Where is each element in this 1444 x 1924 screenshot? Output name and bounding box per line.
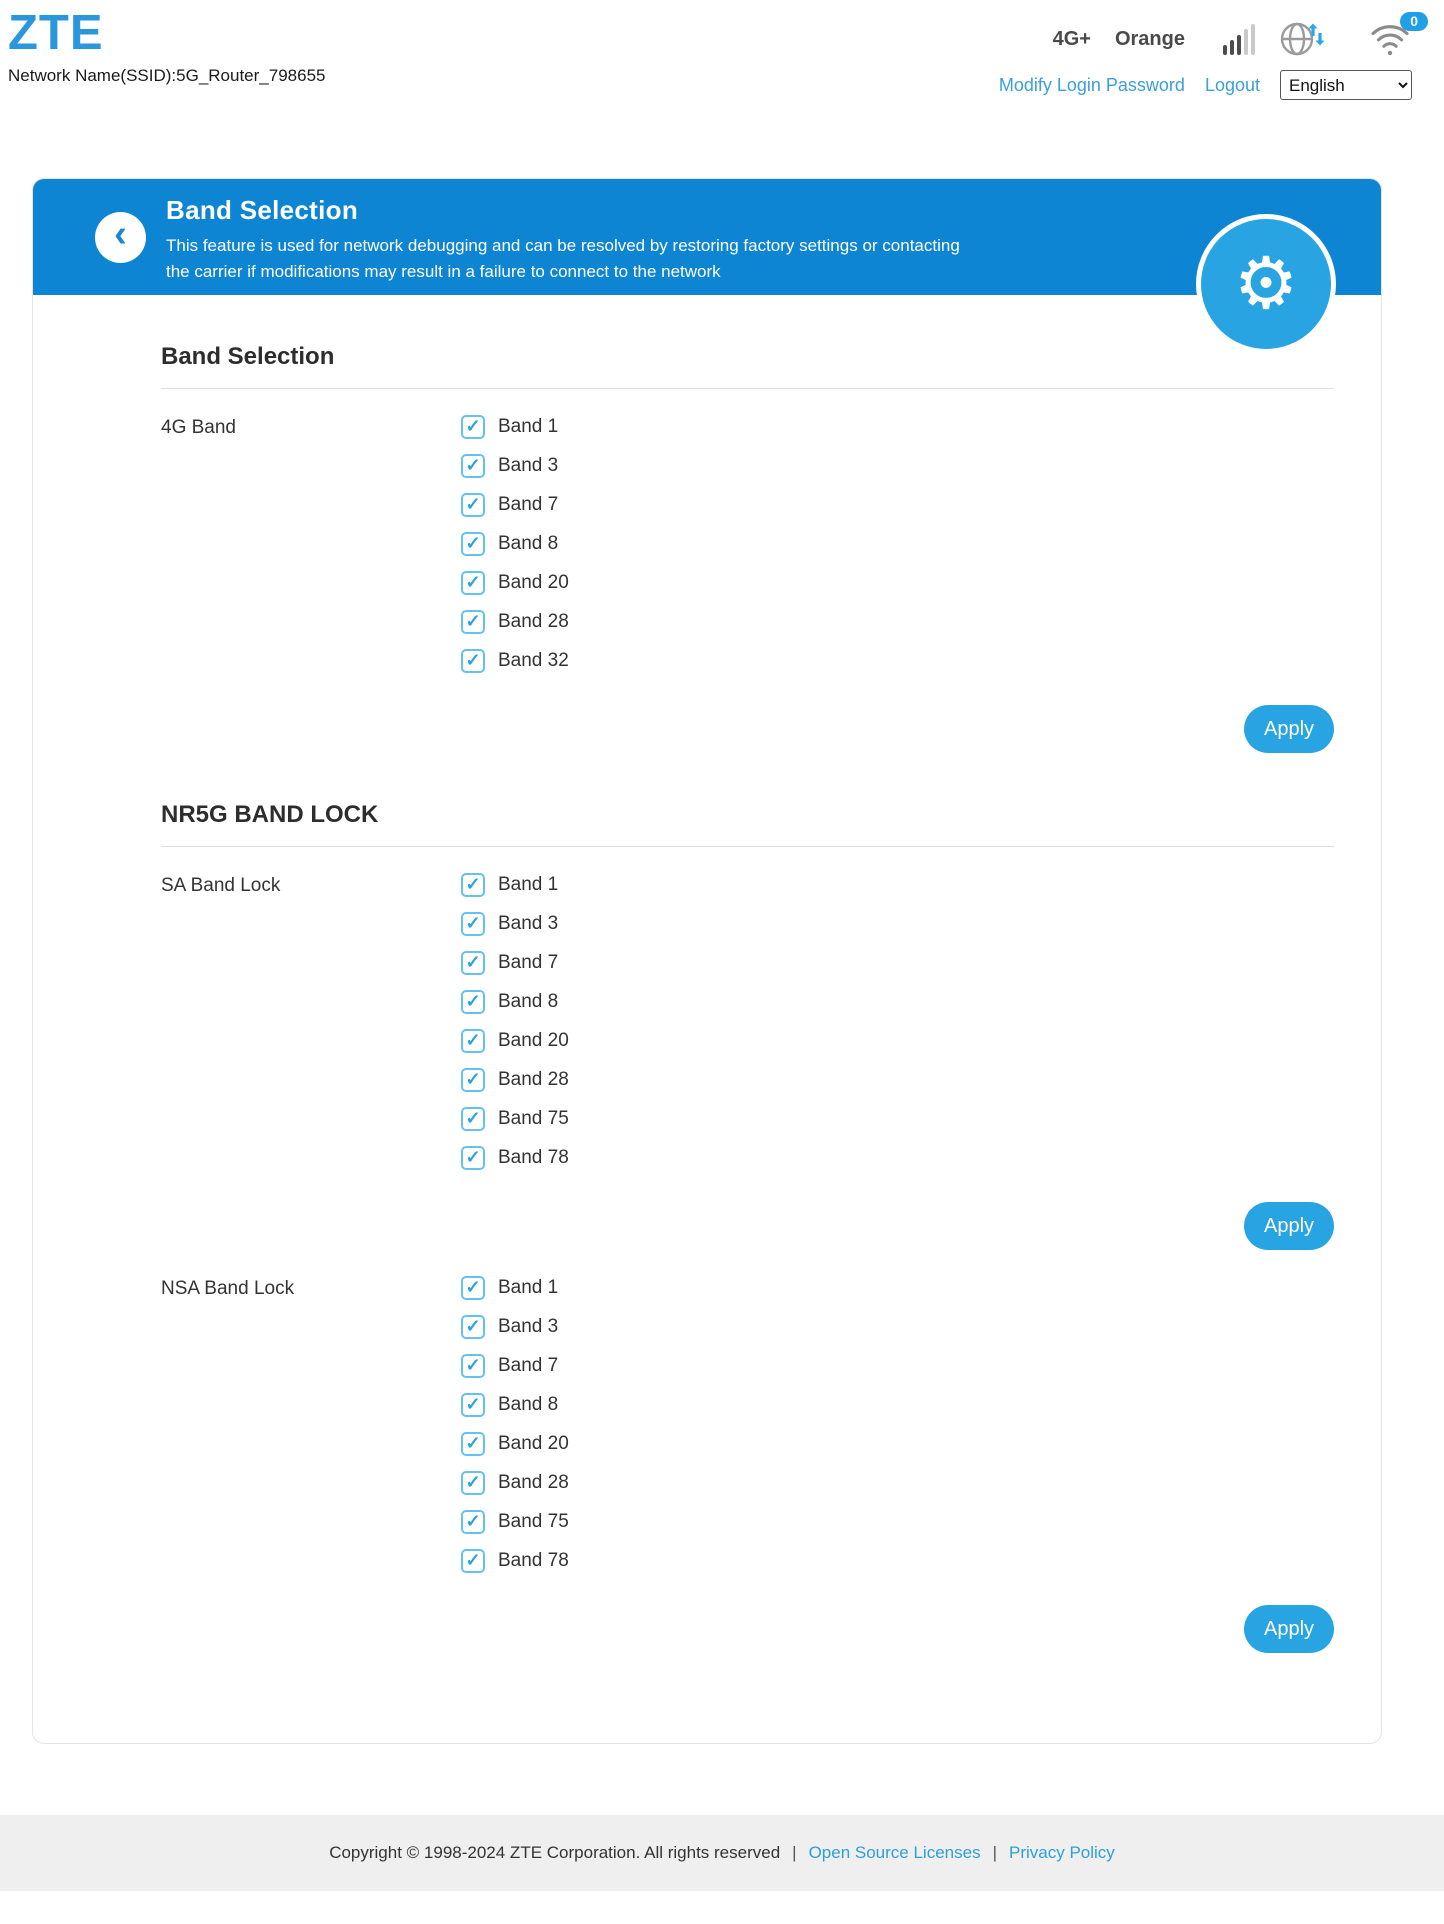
back-button[interactable] (95, 212, 146, 263)
checkbox-checked-icon[interactable]: ✓ (461, 873, 485, 897)
band-checkbox-row[interactable] (461, 951, 569, 975)
back-chevron-icon: ‹ (114, 212, 127, 255)
footer-separator: | (792, 1843, 797, 1862)
band-checkbox-row[interactable] (461, 1276, 569, 1300)
copyright-text: Copyright © 1998-2024 ZTE Corporation. All rights reserved (329, 1843, 781, 1862)
band-checkbox-row[interactable] (461, 532, 569, 556)
band-checkbox-row[interactable] (461, 1029, 569, 1053)
band-checkbox-row[interactable] (461, 873, 569, 897)
checkbox-checked-icon[interactable]: ✓ (461, 1315, 485, 1339)
band-checkbox-row[interactable] (461, 1354, 569, 1378)
nr5g-section-title: NR5G BAND LOCK (161, 801, 379, 828)
band-label: Band 3 (498, 913, 559, 934)
checkbox-checked-icon[interactable]: ✓ (461, 571, 485, 595)
band-label: Band 7 (498, 952, 559, 973)
band-label: Band 3 (498, 1316, 559, 1337)
wifi-status-icon (1368, 13, 1418, 58)
checkbox-checked-icon[interactable]: ✓ (461, 990, 485, 1014)
band-checkbox-row[interactable] (461, 1471, 569, 1495)
wifi-client-count-badge: 0 (1400, 12, 1428, 31)
band-checkbox-row[interactable] (461, 912, 569, 936)
band-label: Band 32 (498, 650, 569, 671)
apply-nsa-band-button[interactable]: Apply (1244, 1605, 1334, 1653)
band-checkbox-row[interactable] (461, 990, 569, 1014)
band-checkbox-row[interactable] (461, 1549, 569, 1573)
page-title: Band Selection (166, 195, 359, 225)
band-label: Band 8 (498, 533, 559, 554)
band-label: Band 7 (498, 1355, 559, 1376)
settings-gear-button[interactable] (1196, 214, 1336, 354)
band-checkbox-row[interactable] (461, 1107, 569, 1131)
logout-link[interactable]: Logout (1204, 74, 1260, 95)
band-selection-section-title: Band Selection (161, 343, 335, 370)
band-label: Band 8 (498, 1394, 559, 1415)
checkbox-checked-icon[interactable]: ✓ (461, 1510, 485, 1534)
band-label: Band 7 (498, 494, 559, 515)
band-label: Band 3 (498, 455, 559, 476)
section-divider (161, 388, 1334, 389)
checkbox-checked-icon[interactable]: ✓ (461, 1393, 485, 1417)
section-divider (161, 846, 1334, 847)
band-checkbox-row[interactable] (461, 610, 569, 634)
band-checkbox-row[interactable] (461, 415, 569, 439)
band-checkbox-row[interactable] (461, 1315, 569, 1339)
language-select[interactable] (1280, 70, 1412, 100)
band-checkbox-row[interactable] (461, 571, 569, 595)
checkbox-checked-icon[interactable]: ✓ (461, 610, 485, 634)
checkbox-checked-icon[interactable]: ✓ (461, 1146, 485, 1170)
band-checkbox-row[interactable] (461, 1393, 569, 1417)
band-checkbox-row[interactable] (461, 649, 569, 673)
banner-description: This feature is used for network debugging and can be resolved by restoring factory settings or contacting the carrier if modifications may result in a failure to connect to the network (166, 236, 960, 281)
carrier-label: Orange (1114, 27, 1185, 50)
checkbox-checked-icon[interactable]: ✓ (461, 1549, 485, 1573)
band-checkbox-row[interactable] (461, 1432, 569, 1456)
data-traffic-globe-icon (1279, 18, 1326, 60)
ssid-label: Network Name(SSID):5G_Router_798655 (8, 66, 326, 85)
band-label: Band 8 (498, 991, 559, 1012)
signal-strength-icon (1223, 23, 1255, 55)
gear-icon: ⚙ (1233, 244, 1299, 324)
checkbox-checked-icon[interactable]: ✓ (461, 415, 485, 439)
modify-password-link[interactable]: Modify Login Password (998, 74, 1185, 95)
band-label: Band 20 (498, 572, 569, 593)
apply-sa-band-button[interactable]: Apply (1244, 1202, 1334, 1250)
privacy-policy-link[interactable]: Privacy Policy (1009, 1843, 1115, 1862)
checkbox-checked-icon[interactable]: ✓ (461, 649, 485, 673)
checkbox-checked-icon[interactable]: ✓ (461, 1029, 485, 1053)
band-selection-card (32, 178, 1382, 1744)
band-label: Band 75 (498, 1108, 569, 1129)
zte-logo: ZTE (8, 6, 104, 60)
band-label: Band 78 (498, 1147, 569, 1168)
page-footer (0, 1815, 1444, 1891)
band-checkbox-row[interactable] (461, 493, 569, 517)
checkbox-checked-icon[interactable]: ✓ (461, 493, 485, 517)
checkbox-checked-icon[interactable]: ✓ (461, 1276, 485, 1300)
band-label: Band 20 (498, 1433, 569, 1454)
band-checkbox-row[interactable] (461, 1146, 569, 1170)
apply-4g-band-button[interactable]: Apply (1244, 705, 1334, 753)
band-label: Band 28 (498, 1472, 569, 1493)
checkbox-checked-icon[interactable]: ✓ (461, 532, 485, 556)
network-type-label: 4G+ (1052, 27, 1091, 50)
4g-band-label: 4G Band (161, 417, 236, 438)
4g-band-checkbox-list (461, 415, 569, 673)
checkbox-checked-icon[interactable]: ✓ (461, 912, 485, 936)
checkbox-checked-icon[interactable]: ✓ (461, 1432, 485, 1456)
band-label: Band 28 (498, 611, 569, 632)
footer-separator: | (992, 1843, 997, 1862)
status-row (1052, 13, 1418, 60)
band-label: Band 1 (498, 1277, 559, 1298)
band-label: Band 75 (498, 1511, 569, 1532)
sa-band-checkbox-list (461, 873, 569, 1170)
checkbox-checked-icon[interactable]: ✓ (461, 1107, 485, 1131)
band-checkbox-row[interactable] (461, 1510, 569, 1534)
bottom-spacer (0, 1891, 1444, 1907)
checkbox-checked-icon[interactable]: ✓ (461, 951, 485, 975)
nsa-band-checkbox-list (461, 1276, 569, 1573)
open-source-licenses-link[interactable]: Open Source Licenses (808, 1843, 981, 1862)
top-bar (0, 0, 1444, 112)
checkbox-checked-icon[interactable]: ✓ (461, 1068, 485, 1092)
nsa-band-lock-label: NSA Band Lock (161, 1278, 295, 1299)
band-checkbox-row[interactable] (461, 1068, 569, 1092)
band-label: Band 1 (498, 416, 559, 437)
checkbox-checked-icon[interactable]: ✓ (461, 1471, 485, 1495)
band-checkbox-row[interactable] (461, 454, 569, 478)
band-label: Band 28 (498, 1069, 569, 1090)
page-banner (33, 179, 1381, 324)
band-label: Band 78 (498, 1550, 569, 1571)
band-label: Band 20 (498, 1030, 569, 1051)
sa-band-lock-label: SA Band Lock (161, 875, 281, 896)
band-label: Band 1 (498, 874, 559, 895)
checkbox-checked-icon[interactable]: ✓ (461, 1354, 485, 1378)
checkbox-checked-icon[interactable]: ✓ (461, 454, 485, 478)
